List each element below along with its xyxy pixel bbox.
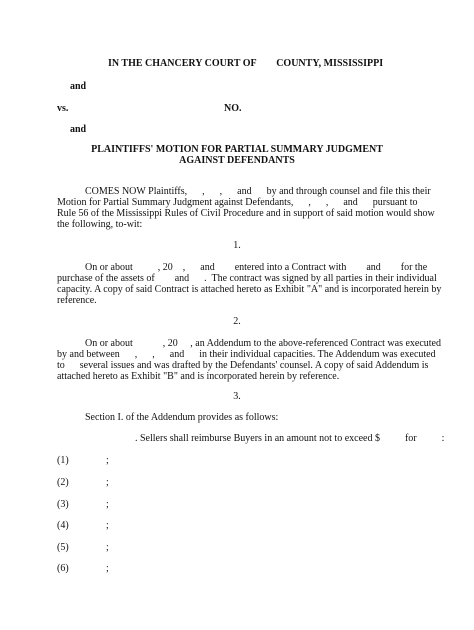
item-value-5: ; (106, 542, 109, 553)
section-2-line-3: to several issues and was drafted by the Defendants' counsel. A copy of said Addendum is (57, 360, 429, 371)
court-title: IN THE CHANCERY COURT OF COUNTY, MISSISSIPPI (108, 58, 384, 69)
section-3-number: 3. (233, 391, 241, 402)
caption-and-1: and (70, 81, 87, 92)
intro-line-4: the following, to-wit: (57, 219, 143, 230)
item-value-2: ; (106, 477, 109, 488)
section-2-number: 2. (233, 316, 241, 327)
item-value-6: ; (106, 563, 109, 574)
section-2-line-1: On or about , 20 , an Addendum to the above-referenced Contract was executed (85, 338, 441, 349)
caption-vs: vs. (57, 103, 69, 114)
intro-line-3: Rule 56 of the Mississippi Rules of Civil Procedure and in support of said motion would show (57, 208, 435, 219)
intro-line-1: COMES NOW Plaintiffs, , , and by and through counsel and file this their (85, 186, 431, 197)
item-label-5: (5) (57, 542, 69, 553)
motion-title-line-1: PLAINTIFFS' MOTION FOR PARTIAL SUMMARY JUDGMENT (91, 144, 383, 155)
section-3-quote: . Sellers shall reimburse Buyers in an amount not to exceed $ for : (135, 433, 445, 444)
caption-and-2: and (70, 124, 87, 135)
section-1-line-4: reference. (57, 295, 97, 306)
section-2-line-2: by and between , , and in their individual capacities. The Addendum was executed (57, 349, 436, 360)
section-1-number: 1. (233, 240, 241, 251)
item-value-4: ; (106, 520, 109, 531)
section-3-intro: Section I. of the Addendum provides as follows: (85, 412, 279, 423)
item-value-3: ; (106, 499, 109, 510)
item-label-6: (6) (57, 563, 69, 574)
caption-case-no: NO. (224, 103, 242, 114)
section-1-line-3: capacity. A copy of said Contract is attached hereto as Exhibit "A" and is incorporated herein by (57, 284, 442, 295)
item-label-1: (1) (57, 455, 69, 466)
section-1-line-2: purchase of the assets of and . The contract was signed by all parties in their individual (57, 273, 437, 284)
section-1-line-1: On or about , 20 , and entered into a Contract with and for the (85, 262, 428, 273)
item-label-2: (2) (57, 477, 69, 488)
item-label-4: (4) (57, 520, 69, 531)
item-label-3: (3) (57, 499, 69, 510)
intro-line-2: Motion for Partial Summary Judgment against Defendants, , , and pursuant to (57, 197, 418, 208)
section-2-line-4: attached hereto as Exhibit "B" and is incorporated herein by reference. (57, 371, 340, 382)
item-value-1: ; (106, 455, 109, 466)
motion-title-line-2: AGAINST DEFENDANTS (179, 155, 295, 166)
